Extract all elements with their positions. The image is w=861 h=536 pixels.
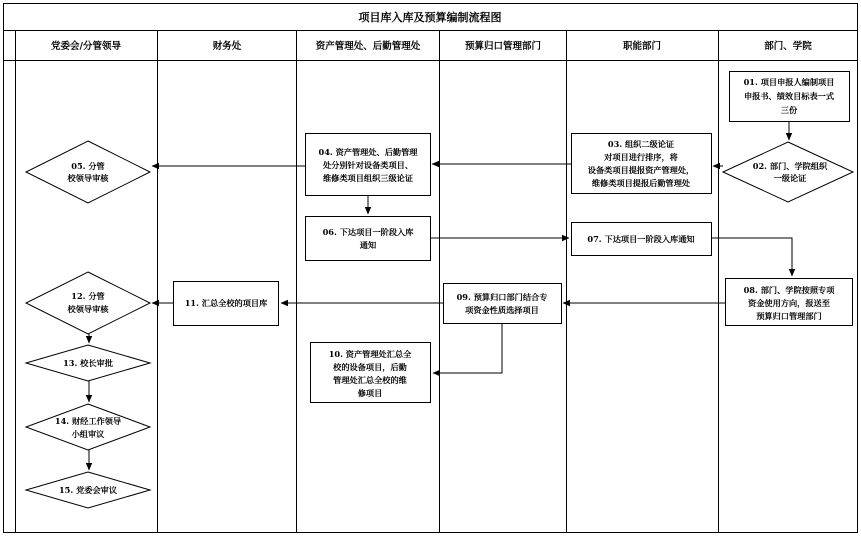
lane-header-finance: 财务处 bbox=[212, 41, 242, 52]
node-09-line-1: 09. 预算归口部门结合专 bbox=[456, 292, 548, 302]
node-03-line-4: 维修类项目提报后勤管理处 bbox=[591, 178, 691, 188]
node-11-line-1: 11. 汇总全校的项目库 bbox=[184, 298, 268, 308]
node-06-line-1: 06. 下达项目一阶段入库 bbox=[322, 227, 414, 237]
lane-header-college: 部门、学院 bbox=[764, 41, 812, 52]
node-08-line-1: 08. 部门、学院按照专项 bbox=[743, 285, 835, 295]
node-06 bbox=[306, 217, 431, 261]
node-05 bbox=[26, 141, 150, 203]
node-04-line-1: 04. 资产管理处、后勤管理 bbox=[318, 147, 418, 157]
node-04-line-3: 维修类项目组织三级论证 bbox=[322, 173, 414, 183]
node-01-line-2: 申报书、绩效目标表一式 bbox=[743, 91, 835, 101]
node-02 bbox=[723, 142, 853, 202]
chart-title: 项目库入库及预算编制流程图 bbox=[358, 11, 502, 24]
node-10-line-1: 10. 资产管理处汇总全 bbox=[328, 349, 412, 359]
node-12-line-1: 12. 分管 bbox=[71, 291, 105, 301]
node-12 bbox=[26, 272, 150, 334]
node-15-line-1: 15. 党委会审议 bbox=[58, 485, 118, 495]
node-12-line-2: 校领导审核 bbox=[67, 304, 109, 314]
node-14-line-2: 小组审议 bbox=[71, 429, 105, 439]
lane-separators bbox=[16, 31, 719, 533]
lane-header-party-committee: 党委会/分管领导 bbox=[51, 41, 121, 52]
node-09 bbox=[444, 284, 562, 324]
lane-header-asset-logistics: 资产管理处、后勤管理处 bbox=[315, 41, 421, 52]
node-03-line-2: 对项目进行排序，将 bbox=[604, 152, 678, 162]
lane-header-functional-dept: 职能部门 bbox=[622, 41, 662, 52]
node-01-line-1: 01. 项目申报人编制项目 bbox=[743, 77, 835, 87]
arrow-07-08 bbox=[712, 238, 792, 276]
node-10-line-3: 管理处汇总全校的维 bbox=[333, 375, 407, 385]
node-01-line-3: 三份 bbox=[780, 105, 798, 115]
node-06-line-2: 通知 bbox=[359, 240, 377, 250]
node-09-line-2: 项资金性质选择项目 bbox=[465, 305, 539, 315]
node-08-line-2: 资金使用方向，报送至 bbox=[748, 298, 830, 308]
node-05-line-1: 05. 分管 bbox=[71, 161, 105, 171]
node-13-line-1: 13. 校长审批 bbox=[63, 358, 113, 368]
lane-header-budget-dept: 预算归口管理部门 bbox=[464, 41, 542, 52]
node-14 bbox=[26, 404, 150, 450]
node-07-line-1: 07. 下达项目一阶段入库通知 bbox=[587, 234, 695, 244]
node-14-line-1: 14. 财经工作领导 bbox=[54, 416, 122, 426]
node-10-line-4: 修项目 bbox=[357, 388, 383, 398]
node-03-line-3: 设备类项目提报资产管理处， bbox=[587, 165, 695, 175]
node-03-line-1: 03. 组织二级论证 bbox=[607, 139, 675, 149]
arrow-09-10 bbox=[433, 324, 502, 373]
node-02-line-2: 一级论证 bbox=[773, 173, 807, 183]
node-10-line-2: 校的设备项目，后勤 bbox=[333, 362, 407, 372]
node-02-line-1: 02. 部门、学院组织 bbox=[752, 161, 828, 171]
node-05-line-2: 校领导审核 bbox=[67, 173, 109, 183]
node-04-line-2: 处分别针对设备类项目、 bbox=[322, 160, 414, 170]
node-08-line-3: 预算归口管理部门 bbox=[756, 311, 822, 321]
